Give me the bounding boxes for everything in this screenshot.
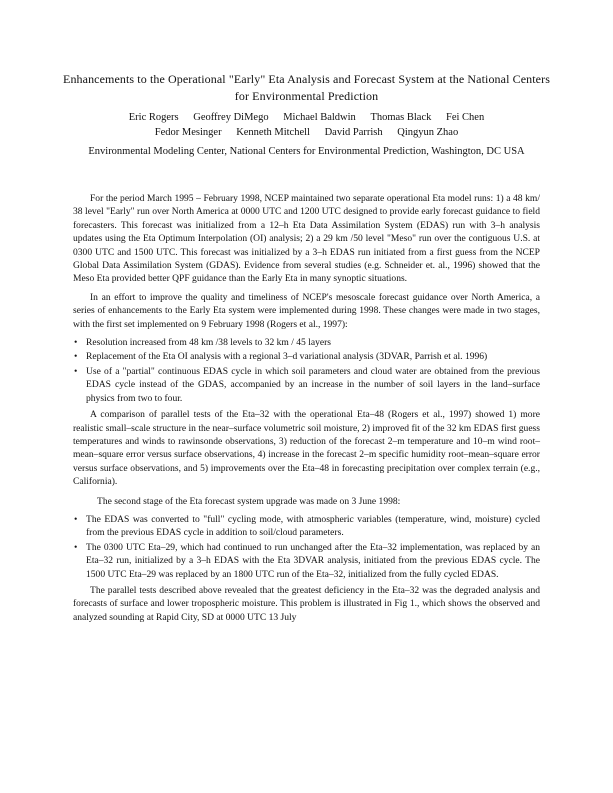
paragraph: For the period March 1995 – February 1998, NCEP maintained two separate operational Eta model runs: 1) a 48 km/ 38 level "Early" run over North America at 0000 UTC and 1200 UTC designed to provide early forecast guidance to field forecasters. This forecast was initialized from a 12–h Eta Data Assimilation System (EDAS) run with 3–h analysis updates using the Eta Optimum Interpolation (OI) analysis; 2) a 29 km /50 level "Meso" run over the contiguous U.S. at 0300 UTC and 1500 UTC. This forecast was initialized by a 3–h EDAS run initiated from a first guess from the NCEP Global Data Assimilation System (GDAS). Evidence from several studies (e.g. Schneider et. al., 1996) showed that the Meso Eta provided better QPF guidance than the Early Eta in many synoptic situations. [73, 193, 540, 285]
list-item [73, 513, 540, 540]
author-name: Michael Baldwin [283, 112, 356, 123]
author-line-2 [60, 125, 553, 140]
author-list [60, 110, 553, 140]
paragraph: In an effort to improve the quality and timeliness of NCEP's mesoscale forecast guidance over North America, a series of enhancements to the Early Eta system were implemented during 1998. These changes were made in two stages, with the first set implemented on 9 February 1998 (Rogers et al., 1997): [73, 291, 540, 330]
list-item-text: Use of a "partial" continuous EDAS cycle in which soil parameters and cloud water are obtained from the previous EDAS cycle instead of the GDAS, accompanied by an increase in the number of soil layers in the land–surface physics from two to four. [86, 365, 540, 404]
bullet-icon: • [74, 365, 78, 377]
bullet-list [73, 336, 540, 405]
paper-body [73, 192, 540, 629]
bullet-icon: • [74, 541, 78, 553]
author-name: Geoffrey DiMego [193, 112, 269, 123]
bullet-list [73, 513, 540, 581]
bullet-icon: • [74, 513, 78, 525]
paragraph: The parallel tests described above revealed that the greatest deficiency in the Eta–32 was the degraded analysis and forecasts of surface and lower tropospheric moisture. This problem is illustrated in Fig 1., which shows the observed and analyzed sounding at Rapid City, SD at 0000 UTC 13 July [73, 584, 540, 623]
paragraph: A comparison of parallel tests of the Eta–32 with the operational Eta–48 (Rogers et al., 1997) showed 1) more realistic small–scale structure in the near–surface volumetric soil moisture, 2) improved fit of the 32 km EDAS first guess temperatures and winds to rawinsonde observations, 3) reduction of the forecast 2–m temperature and 10–m wind root–mean–square error versus surface observations, 4) increase in the forecast 2–m specific humidity root–mean–square error versus surface observations, and 5) improvements over the Eta–48 in forecasting precipitation over complex terrain (e.g., California). [73, 409, 540, 488]
list-item-text: Resolution increased from 48 km /38 levels to 32 km / 45 layers [86, 337, 331, 349]
paragraph: The second stage of the Eta forecast system upgrade was made on 3 June 1998: [97, 495, 401, 507]
author-name: Fei Chen [446, 112, 485, 123]
list-item-text: Replacement of the Eta OI analysis with a regional 3–d variational analysis (3DVAR, Parrish et al. 1996) [86, 351, 488, 363]
author-name: Eric Rogers [128, 112, 179, 123]
author-line-1 [60, 110, 553, 125]
list-item [73, 350, 540, 363]
list-item-text: The EDAS was converted to "full" cycling mode, with atmospheric variables (temperature, wind, moisture) cycled from the previous EDAS cycle in addition to soil/cloud parameters. [86, 513, 540, 539]
bullet-icon: • [74, 351, 78, 363]
author-name: David Parrish [324, 127, 383, 138]
author-name: Qingyun Zhao [397, 127, 459, 138]
author-name: Thomas Black [370, 112, 432, 123]
list-item-text: The 0300 UTC Eta–29, which had continued to run unchanged after the Eta–32 implementation, was replaced by an Eta–32 run, initialized by a 3–h EDAS with the Eta 3DVAR analysis, initiated from the previous EDAS cycle. The 1500 UTC Eta–29 was replaced by an 1800 UTC run of the Eta–32, initialized from the fully cycled EDAS. [86, 541, 540, 580]
affiliation: Environmental Modeling Center, National Centers for Environmental Prediction, Washington, DC USA [88, 146, 525, 157]
author-name: Kenneth Mitchell [236, 127, 310, 138]
list-item [73, 365, 540, 405]
author-name: Fedor Mesinger [154, 127, 222, 138]
paper-title: Enhancements to the Operational "Early" Eta Analysis and Forecast System at the National Centers for Environmental Prediction [63, 72, 550, 103]
bullet-icon: • [74, 337, 78, 349]
list-item [73, 336, 540, 349]
list-item [73, 541, 540, 581]
